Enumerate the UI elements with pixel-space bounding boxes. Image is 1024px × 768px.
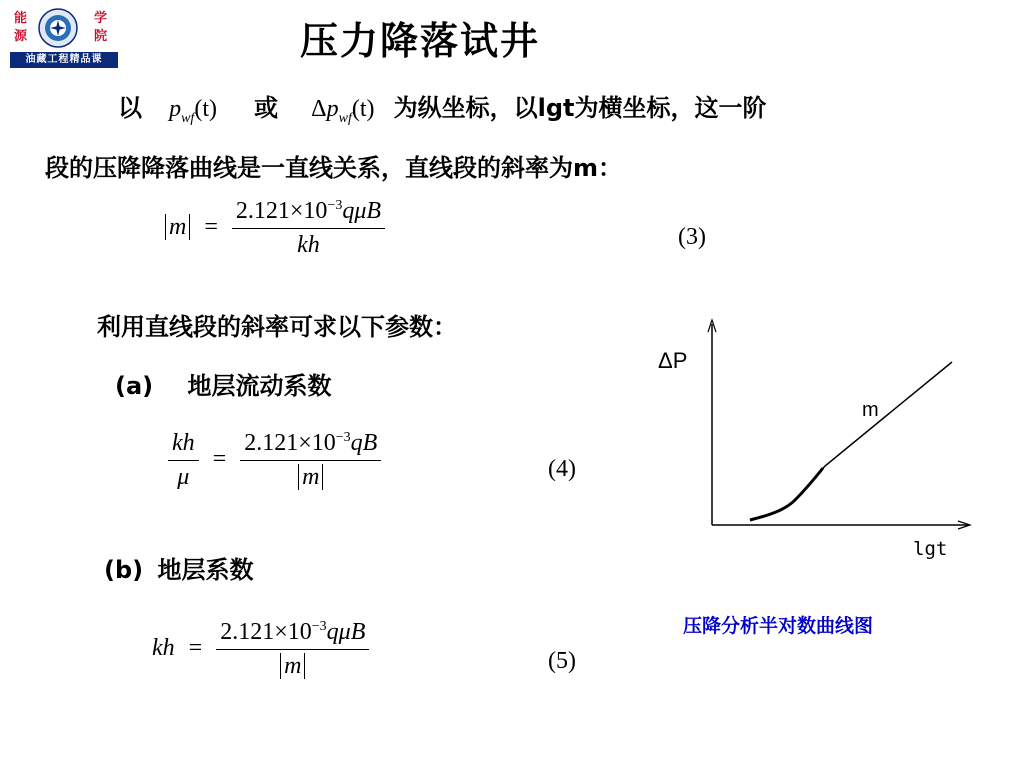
exponent: −3 [311, 619, 327, 634]
lhs: kh [152, 635, 175, 662]
lhs-denominator: μ [177, 464, 190, 490]
logo-char: 院 [94, 29, 108, 44]
equals-sign: = [212, 446, 227, 473]
intro-text: 为纵坐标，以lgt为横坐标，这一阶 [393, 94, 767, 122]
y-axis-label: ΔP [658, 348, 688, 373]
numerator-vars: qμB [326, 619, 366, 645]
page-title: 压力降落试井 [300, 19, 541, 63]
equation-number: (5) [548, 648, 576, 674]
early-time-segment [750, 468, 823, 520]
p-symbol: p [326, 96, 339, 122]
intro-or: 或 [254, 94, 279, 122]
fraction [216, 619, 369, 680]
equation-3 [165, 198, 385, 259]
item-label: (a) [115, 372, 154, 400]
semilog-diagram [640, 310, 980, 570]
equation-5 [152, 619, 369, 680]
institute-logo [10, 8, 118, 68]
logo-char: 学 [94, 11, 108, 26]
delta-pwf-expression [311, 96, 375, 126]
item-text: 地层系数 [157, 556, 254, 584]
slope-abs: m [165, 214, 190, 240]
slope-label: m [862, 399, 879, 421]
wf-subscript: wf [338, 110, 352, 126]
item-text: 地层流动系数 [187, 372, 332, 400]
numerator-vars: qB [350, 430, 378, 456]
wf-subscript: wf [181, 110, 195, 126]
exponent: −3 [327, 198, 343, 213]
equals-sign: = [204, 214, 218, 241]
logo-banner: 油藏工程精品课 [10, 52, 118, 68]
delta-symbol: Δ [311, 96, 327, 122]
coefficient: 2.121×10 [235, 198, 328, 224]
slope-abs: m [298, 464, 323, 490]
coefficient: 2.121×10 [244, 430, 336, 456]
rhs-fraction [240, 430, 381, 491]
exponent: −3 [335, 430, 351, 445]
equation-number: (4) [548, 456, 576, 482]
pressure-drop-curve [750, 362, 952, 520]
equation-4 [168, 430, 381, 491]
p-symbol: p [169, 96, 182, 122]
logo-char: 能 [14, 11, 28, 26]
university-emblem-icon [38, 8, 78, 48]
lhs-fraction [168, 430, 199, 491]
equals-sign: = [188, 635, 203, 662]
params-intro: 利用直线段的斜率可求以下参数： [97, 313, 457, 341]
item-b [104, 550, 253, 585]
item-label: (b) [104, 556, 144, 584]
denominator: kh [297, 232, 320, 258]
x-axis-label: lgt [913, 538, 948, 560]
intro-line-1 [118, 88, 766, 127]
intro-text: 以 [118, 94, 142, 122]
chart-caption: 压降分析半对数曲线图 [683, 615, 874, 637]
equation-number: (3) [678, 224, 706, 250]
numerator-vars: qμB [342, 198, 382, 224]
t-arg: (t) [351, 96, 375, 122]
fraction [232, 198, 385, 259]
logo-char: 源 [14, 29, 28, 44]
item-a [115, 366, 332, 401]
coefficient: 2.121×10 [220, 619, 312, 645]
slope-abs: m [280, 653, 305, 679]
t-arg: (t) [194, 96, 217, 122]
pwf-expression [169, 96, 217, 126]
intro-line-2: 段的压降降落曲线是一直线关系，直线段的斜率为m： [45, 154, 623, 182]
lhs-numerator: kh [168, 430, 199, 461]
